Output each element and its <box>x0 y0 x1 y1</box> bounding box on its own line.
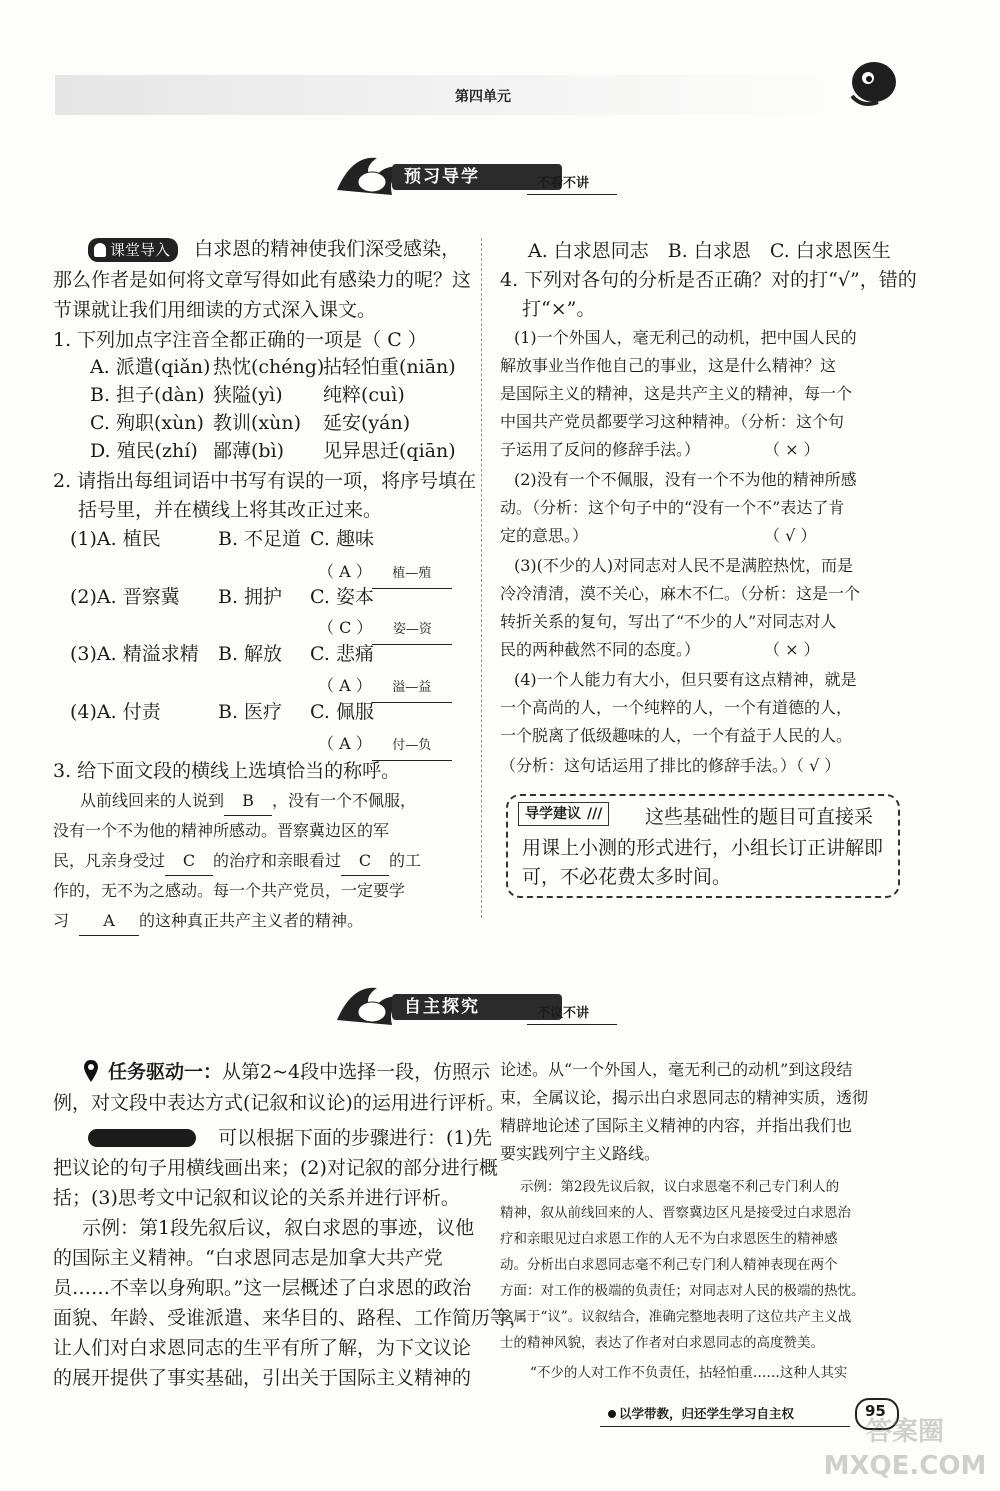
q4-line: 动。（分析：这个句子中的“没有一个不”表达了肯 <box>500 498 845 517</box>
q4-line: 一个高尚的人，一个纯粹的人，一个有道德的人， <box>500 698 853 717</box>
q1-opt-a3: 拈轻怕重(niān) <box>323 356 456 378</box>
right-task-line: 束，全属议论，揭示出白求恩同志的精神实质，透彻 <box>500 1088 869 1107</box>
q3-line-5: 习 A 的这种真正共产主义者的精神。 <box>53 907 363 936</box>
example-line: 示例：第1段先叙后议，叙白求恩的事迹，议他 <box>82 1217 475 1239</box>
example-line: 面貌、年龄、受谁派遣、来华目的、路程、工作简历等， <box>53 1307 529 1329</box>
example-line: 员……不幸以身殉职。”这一层概述了白求恩的政治 <box>53 1277 472 1299</box>
right-task-line: 要实践列宁主义路线。 <box>500 1144 661 1163</box>
q3-line-4: 作的，无不为之感动。每一个共产党员，一定要学 <box>53 881 406 900</box>
q1-opt-b2: 狭隘(yì) <box>213 384 283 406</box>
example-line: 让人们对白求恩同志的生平有所了解，为下文议论 <box>53 1337 472 1359</box>
intro-line-3: 节课就让我们用细读的方式深入课文。 <box>53 299 377 321</box>
header-bar <box>55 75 835 115</box>
q4-stem-1: 4. 下列对各句的分析是否正确？对的打“√”，错的 <box>500 269 917 291</box>
hint-line-2: 把议论的句子用横线画出来；(2)对记叙的部分进行概 <box>53 1157 498 1179</box>
q1-opt-c2: 教训(xùn) <box>213 412 302 434</box>
hint-line-3: 括；(3)思考文中记叙和议论的关系并进行评析。 <box>53 1187 460 1209</box>
q2-item4-c: C. 佩服 <box>310 701 374 723</box>
q2-item3-b: B. 解放 <box>218 643 283 665</box>
q2-item2-b: B. 拥护 <box>218 586 283 608</box>
q2-stem-1: 2. 请指出每组词语中书写有误的一项，将序号填在 <box>53 470 477 492</box>
q2-item3-c: C. 悲痛 <box>310 643 374 665</box>
q4-line: (4)一个人能力有大小，但只要有这点精神，就是 <box>514 670 857 689</box>
section-banner-explore <box>332 980 632 1030</box>
q2-item1-answer: （ A ） 植—殖 <box>318 558 452 589</box>
q3-stem: 3. 给下面文段的横线上选填恰当的称呼。 <box>53 760 401 782</box>
q1-stem: 1. 下列加点字注音全都正确的一项是（ C ） <box>53 329 427 351</box>
q4-line: 中国共产党员都要学习这种精神。（分析：这个句 <box>500 412 845 431</box>
q4-line: 民的两种截然不同的态度。） （ × ） <box>500 640 820 659</box>
q3-options: A. 白求恩同志 B. 白求恩 C. 白求恩医生 <box>528 240 891 262</box>
q1-opt-a1: A. 派遣(qiǎn) <box>90 356 211 378</box>
q1-opt-a2: 热忱(chéng) <box>213 356 325 378</box>
q4-line: 解放事业当作他自己的事业，这是什么精神？这 <box>500 356 837 375</box>
q2-item4-answer: （ A ） 付—负 <box>318 730 452 761</box>
q4-line: 一个脱离了低级趣味的人，一个有益于人民的人。 <box>500 726 853 745</box>
q3-line-3: 民，凡亲身受过 C 的治疗和亲眼看过 C 的工 <box>53 847 421 876</box>
q2-item2-answer: （ C ） 姿—资 <box>318 614 452 645</box>
tip-line-2: 用课上小测的形式进行，小组长订正讲解即 <box>522 837 884 859</box>
hint-bar <box>88 1129 196 1147</box>
q1-opt-d2: 鄙薄(bì) <box>213 440 285 462</box>
unit-title: 第四单元 <box>455 89 511 105</box>
right-task-line: 精辟地论述了国际主义精神的内容，并指出我们也 <box>500 1116 853 1135</box>
q1-opt-c3: 延安(yán) <box>323 412 411 434</box>
q3-line-1: 从前线回来的人说到 B ，没有一个不佩服， <box>80 787 416 816</box>
mascot-icon <box>842 52 902 112</box>
example-line: 的国际主义精神。“白求恩同志是加拿大共产党 <box>53 1247 443 1269</box>
q2-stem-2: 括号里，并在横线上将其改正过来。 <box>78 499 383 521</box>
answer-line: 方面：对工作的极端的负责任；对同志对人民的极端的热忱。 <box>500 1283 865 1299</box>
tip-line-3: 可，不必花费太多时间。 <box>522 866 732 888</box>
intro-line-1: 课堂导入 白求恩的精神使我们深受感染， <box>88 235 460 264</box>
intro-tag: 课堂导入 <box>88 238 178 262</box>
q4-line: 定的意思。） （ √ ） <box>500 526 817 545</box>
q2-item3-a: (3)A. 精溢求精 <box>70 643 199 665</box>
intro-line-2: 那么作者是如何将文章写得如此有感染力的呢？这 <box>53 269 472 291</box>
tip-line-1: 这些基础性的题目可直接采 <box>645 806 874 828</box>
q2-item1-c: C. 趣味 <box>310 528 374 550</box>
q4-line: (2)没有一个不佩服，没有一个不为他的精神所感 <box>514 470 857 489</box>
section-title: 自主探究 <box>404 997 480 1017</box>
q4-line: 冷冷清清，漠不关心，麻木不仁。（分析：这是一个 <box>500 584 861 603</box>
example-line: 的展开提供了事实基础，引出关于国际主义精神的 <box>53 1367 472 1389</box>
footer-line <box>600 1426 850 1427</box>
right-task-line: 论述。从“一个外国人，毫无利己的动机”到这段结 <box>500 1060 853 1079</box>
q2-item1-b: B. 不足道 <box>218 528 302 550</box>
q2-item2-c: C. 姿本 <box>310 586 374 608</box>
answer-line: 疗和亲眼见过白求恩工作的人无不为白求恩医生的精神感 <box>500 1231 838 1247</box>
task-line-2: 例，对文段中表达方式(记叙和议论)的运用进行评析。 <box>53 1092 505 1114</box>
section-title: 预习导学 <box>404 167 480 187</box>
q1-opt-c1: C. 殉职(xùn) <box>90 412 204 434</box>
task-line-1: 任务驱动一：从第2~4段中选择一段，仿照示 <box>88 1058 490 1087</box>
footer-slogan: 以学带教，归还学生学习自主权 <box>608 1404 794 1422</box>
answer-line: 动。分析出白求恩同志毫不利己专门利人精神表现在两个 <box>500 1257 838 1273</box>
page-number: 95 <box>865 1402 886 1420</box>
q2-item1-a: (1)A. 植民 <box>70 528 161 550</box>
q1-opt-b3: 纯粹(cuì) <box>323 384 405 406</box>
section-banner-preview <box>332 150 632 200</box>
location-pin-icon <box>84 1060 98 1082</box>
q2-item4-b: B. 医疗 <box>218 701 283 723</box>
q4-line: 子运用了反问的修辞手法。） （ × ） <box>500 440 820 459</box>
q1-opt-b1: B. 担子(dàn) <box>90 384 205 406</box>
q3-line-2: 没有一个不为他的精神所感动。晋察冀边区的军 <box>53 821 390 840</box>
q2-item3-answer: （ A ） 溢—益 <box>318 672 452 703</box>
q2-item2-a: (2)A. 晋察冀 <box>70 586 180 608</box>
q1-opt-d1: D. 殖民(zhí) <box>90 440 198 462</box>
watermark-logo: 答案圈 MXQE.COM <box>823 1417 987 1481</box>
q2-item4-a: (4)A. 付责 <box>70 701 161 723</box>
section-subtitle: 不议不讲 <box>537 1006 590 1021</box>
answer-line: 示例：第2段先议后叙，议白求恩毫不利己专门利人的 <box>520 1179 840 1195</box>
section-subtitle: 不看不讲 <box>537 176 590 191</box>
q4-line: (1)一个外国人，毫无利己的动机，把中国人民的 <box>514 328 857 347</box>
answer-line: 这属于“议”。议叙结合，准确完整地表明了这位共产主义战 <box>500 1309 852 1325</box>
q4-line: 是国际主义的精神，这是共产主义的精神，每一个 <box>500 384 853 403</box>
column-divider <box>481 238 482 918</box>
tip-tag: 导学建议 /// <box>518 802 609 826</box>
q4-line: （分析：这句话运用了排比的修辞手法。）（ √ ） <box>500 756 841 775</box>
answer-line: “不少的人对工作不负责任，拈轻怕重……这种人其实 <box>530 1365 848 1381</box>
q4-line: 转折关系的复句，写出了“不少的人”对同志对人 <box>500 612 837 631</box>
hint-line-1: 可以根据下面的步骤进行：(1)先 <box>88 1124 492 1153</box>
q1-opt-d3: 见异思迁(qiān) <box>323 440 456 462</box>
q4-line: (3)(不少的人)对同志对人民不是满腔热忱，而是 <box>514 556 854 575</box>
q4-stem-2: 打“×”。 <box>522 298 596 320</box>
answer-line: 士的精神风貌，表达了作者对白求恩同志的高度赞美。 <box>500 1335 824 1351</box>
answer-line: 精神，叙从前线回来的人、晋察冀边区凡是接受过白求恩治 <box>500 1205 851 1221</box>
